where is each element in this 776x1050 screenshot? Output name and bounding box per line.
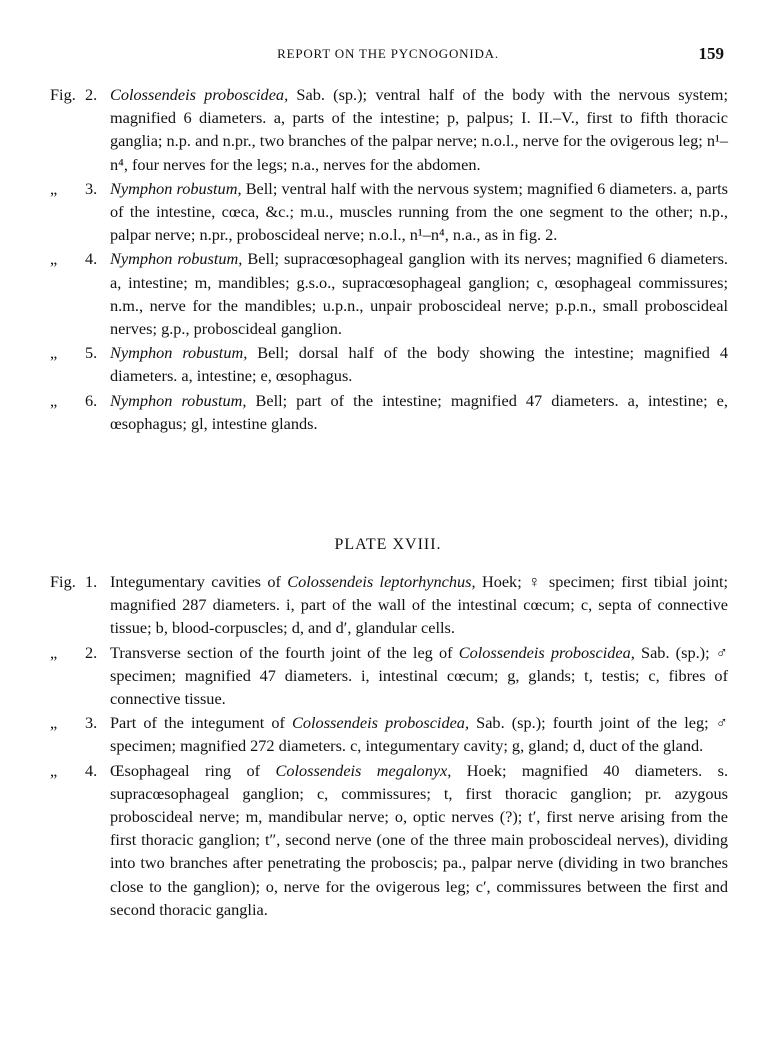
caption-text: Bell; supracœsophageal ganglion with its nerves; magnified 6 diameters. a, intestine; m, mandibles; g.s.o., supracœsophageal ganglion; c, œsophageal commissures; n.m., nerve for the mandibles; u.p.n., unpair proboscideal nerve; p.p.n., small proboscideal nerves; g.p., proboscideal ganglion. — [110, 249, 728, 339]
caption-intro: Œsophageal ring of — [110, 760, 261, 780]
fig-label: Fig. — [50, 572, 76, 591]
caption-text: Hoek; ♀ specimen; first tibial joint; magnified 287 diameters. i, part of the wall of the intestinal cœcum; c, septa of connective tissue; b, blood-corpuscles; d, and d′, glandular cells. — [110, 572, 729, 638]
species-name: Colossendeis leptorhynchus, — [287, 572, 476, 591]
running-header — [0, 46, 776, 66]
fig-number: 3. — [85, 178, 98, 198]
running-title: REPORT ON THE PYCNOGONIDA. — [277, 46, 499, 61]
caption-fig-3 — [50, 711, 728, 757]
species-name: Colossendeis proboscidea, — [458, 642, 635, 662]
species-name: Colossendeis megalonyx, — [275, 760, 452, 780]
caption-text: Sab. (sp.); fourth joint of the leg; ♂ specimen; magnified 272 diameters. c, integumentary cavity; g, gland; d, duct of the gland. — [110, 713, 728, 756]
fig-label: Fig. — [50, 85, 76, 104]
caption-fig-2 — [50, 83, 728, 176]
caption-text: Bell; ventral half with the nervous system; magnified 6 diameters. a, parts of the intestine, cœca, &c.; m.u., muscles running from the one segment to the other; n.p., palpar nerve; n.pr., proboscideal nerve; n.o.l., n¹–n⁴, n.a., as in fig. 2. — [110, 178, 728, 245]
fig-number: 6. — [85, 390, 98, 410]
caption-fig-1 — [50, 570, 729, 640]
caption-fig-5 — [50, 341, 728, 387]
fig-number: 3. — [85, 713, 98, 733]
species-name: Colossendeis proboscidea, — [292, 713, 470, 733]
caption-text: Bell; part of the intestine; magnified 47 diameters. a, intestine; e, œsophagus; gl, intestine glands. — [110, 390, 728, 433]
page-number: 159 — [698, 44, 724, 63]
ditto-mark: „ — [50, 249, 58, 269]
species-name: Nymphon robustum, — [110, 249, 243, 269]
fig-number: 2. — [85, 642, 98, 662]
fig-number: 1. — [85, 572, 98, 591]
caption-text: Sab. (sp.); ventral half of the body with the nervous system; magnified 6 diameters. a, parts of the intestine; p, palpus; I. II.–V., first to fifth thoracic ganglia; n.p. and n.pr., two branches of the palpar nerve; n.o.l., nerve for the ovigerous leg; n¹–n⁴, four nerves for the legs; n.a., nerves for the abdomen. — [110, 85, 728, 174]
ditto-mark: „ — [50, 760, 58, 780]
fig-number: 4. — [85, 249, 98, 269]
figure-captions-plate-xviii — [0, 570, 776, 922]
fig-number: 5. — [85, 343, 98, 363]
caption-fig-3 — [50, 177, 728, 247]
caption-intro: Integumentary cavities of — [110, 572, 281, 591]
caption-intro: Part of the integument of — [110, 713, 285, 733]
fig-number: 4. — [85, 760, 98, 780]
caption-fig-6 — [50, 389, 728, 435]
species-name: Nymphon robustum, — [110, 390, 247, 410]
ditto-mark: „ — [50, 390, 58, 410]
caption-text: Hoek; magnified 40 diameters. s. supracœsophageal ganglion; c, commissures; t, first thoracic ganglion; pr. azygous proboscideal nerve; m, mandibular nerve; o, optic nerves (?); t′, first nerve arising from the first thoracic ganglion; t″, second nerve (one of the three main proboscideal nerves), dividing into two branches after penetrating the proboscis; pa., palpar nerve (dividing in two branches close to the ganglion); o, nerve for the ovigerous leg; c′, commissures between the first and second thoracic ganglia. — [110, 760, 729, 919]
figure-captions-plate-xvii — [0, 83, 776, 436]
ditto-mark: „ — [50, 178, 58, 198]
ditto-mark: „ — [50, 713, 58, 733]
ditto-mark: „ — [50, 642, 58, 662]
species-name: Nymphon robustum, — [110, 178, 242, 198]
species-name: Nymphon robustum, — [110, 343, 248, 363]
species-name: Colossendeis proboscidea, — [110, 85, 289, 104]
ditto-mark: „ — [50, 343, 58, 363]
caption-fig-4 — [50, 759, 729, 921]
caption-intro: Transverse section of the fourth joint of the leg of — [110, 642, 453, 662]
plate-heading: PLATE XVIII. — [334, 536, 442, 553]
caption-text: Sab. (sp.); ♂ specimen; magnified 47 diameters. i, intestinal cœcum; g, glands; t, testis; c, fibres of connective tissue. — [110, 642, 728, 709]
caption-fig-2 — [50, 641, 728, 711]
caption-text: Bell; dorsal half of the body showing the intestine; magnified 4 diameters. a, intestine; e, œsophagus. — [110, 343, 728, 386]
fig-number: 2. — [85, 85, 98, 104]
caption-fig-4 — [50, 247, 728, 340]
